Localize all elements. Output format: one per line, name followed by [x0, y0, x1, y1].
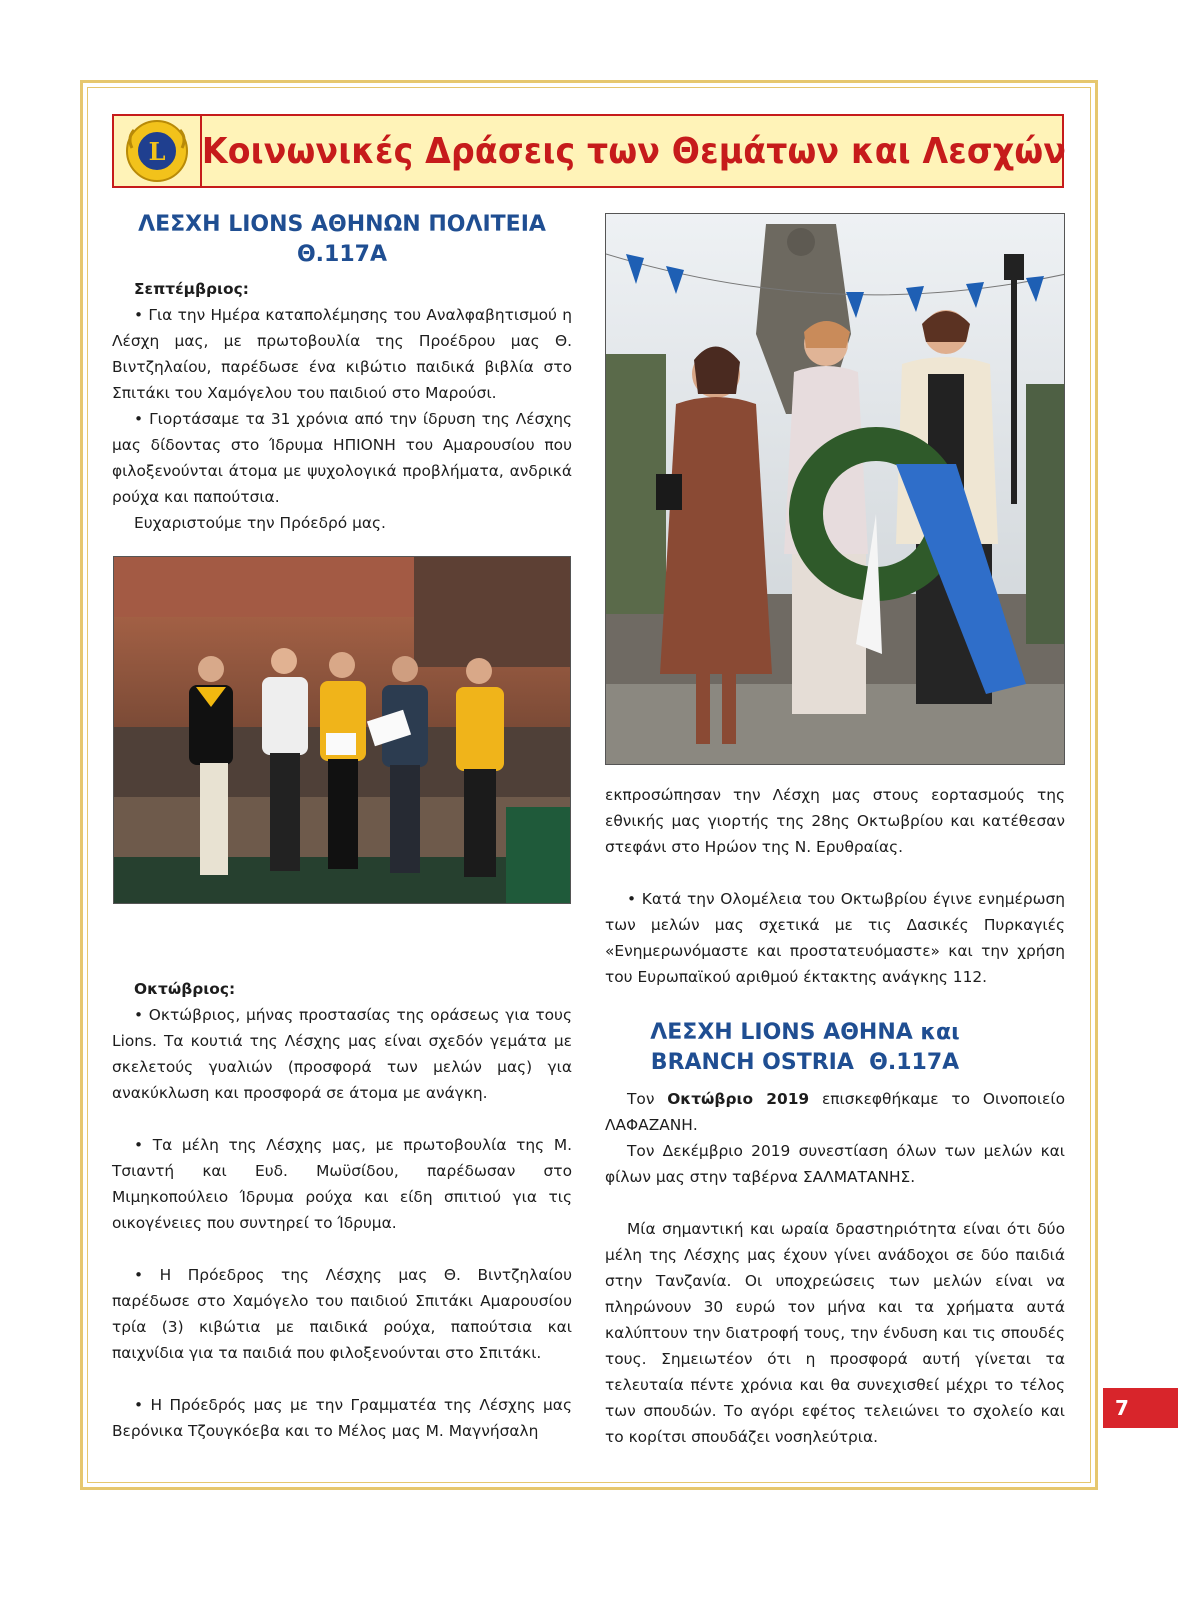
section2-heading-line2: BRANCH OSTRIA Θ.117Α: [650, 1050, 960, 1075]
sep-paragraph-1: • Για την Ημέρα καταπολέμησης του Αναλφαβητισμού η Λέσχη μας, με πρωτοβουλία της Προέδρου μας Θ. Βιντζηλαίου, παρέδωσε ένα κιβώτιο παιδικά βιβλία στο Σπιτάκι του Χαμόγελου του παιδιού στο Μαρούσι.: [112, 306, 572, 402]
section1-heading: [112, 210, 572, 270]
group-photo: [113, 556, 571, 904]
section2-paragraph-2: Τον Δεκέμβριο 2019 συνεστίαση όλων των μελών και φίλων μας στην ταβέρνα ΣΑΛΜΑΤΑΝΗΣ.: [605, 1142, 1065, 1186]
sep-paragraph-2: • Γιορτάσαμε τα 31 χρόνια από την ίδρυση της Λέσχης μας δίδοντας στο Ίδρυμα ΗΠΙΟΝΗ του Αμαρουσίου που φιλοξενούνται άτομα με ψυχολογικά προβλήματα, ανδρικά ρούχα και παπούτσια.: [112, 410, 572, 506]
section2-p1-pre: Τον: [627, 1090, 668, 1108]
oct-paragraph-5: • Κατά την Ολομέλεια του Οκτωβρίου έγινε ενημέρωση των μελών μας σχετικά με τις Δασικές Πυρκαγιές «Ενημερωνόμαστε και προστατευόμαστε» και την χρήση του Ευρωπαϊκού αριθμού έκτακτης ανάγκης 112.: [605, 890, 1065, 986]
page-number: 7: [1103, 1388, 1178, 1428]
section2-paragraph-3: Μία σημαντική και ωραία δραστηριότητα είναι ότι δύο μέλη της Λέσχης μας έχουν γίνει ανάδοχοι σε δύο παιδιά στην Τανζανία. Οι υποχρεώσεις των μελών είναι να πληρώνουν 30 ευρώ τον μήνα και τα χρήματα αυτά καλύπτουν την διατροφή τους, την ένδυση και τις σπουδές τους. Σημειωτέον ότι η προσφορά αυτή γίνεται τα τελευταία πέντε χρόνια και θα συνεχισθεί μέχρι το τέλος των σπουδών. Το αγόρι εφέτος τελειώνει το σχολείο και το κορίτσι σπουδάζει νοσηλεύτρια.: [605, 1220, 1065, 1446]
lions-logo-icon: [114, 116, 202, 186]
oct-paragraph-4: • Η Πρόεδρός μας με την Γραμματέα της Λέσχης μας Βερόνικα Τζουγκόεβα και το Μέλος μας Μ. Μαγνήσαλη: [112, 1396, 572, 1440]
banner-title: Κοινωνικές Δράσεις των Θεμάτων και Λεσχών: [201, 130, 1067, 172]
section2-p1-bold: Οκτώβριο 2019: [667, 1090, 810, 1108]
section2-heading-line1: ΛΕΣΧΗ LIONS ΑΘΗΝΑ και: [650, 1020, 960, 1045]
sep-paragraph-3: Ευχαριστούμε την Πρόεδρό μας.: [134, 514, 386, 532]
left-column-top: [112, 276, 572, 536]
section1-heading-line2: Θ.117Α: [296, 242, 387, 267]
september-label: Σεπτέμβριος:: [134, 280, 249, 298]
wreath-photo: [605, 213, 1065, 765]
october-label: Οκτώβριος:: [134, 980, 236, 998]
svg-text:L: L: [148, 137, 166, 166]
oct-paragraph-2: • Τα μέλη της Λέσχης μας, με πρωτοβουλία της Μ. Τσιαντή και Ευδ. Μωϋσίδου, παρέδωσαν στο Μιμηκοπούλειο Ίδρυμα ρούχα και είδη σπιτιού για τις οικογένειες που συντηρεί το Ίδρυμα.: [112, 1136, 572, 1232]
section2-paragraph-1: [605, 1086, 1065, 1138]
section2-heading: [605, 1018, 1005, 1078]
section1-heading-line1: ΛΕΣΧΗ LIONS ΑΘΗΝΩΝ ΠΟΛΙΤΕΙΑ: [138, 212, 546, 237]
right-column-bottom: [605, 1086, 1065, 1450]
left-column-bottom: [112, 976, 572, 1444]
oct-paragraph-3: • Η Πρόεδρος της Λέσχης μας Θ. Βιντζηλαίου παρέδωσε στο Χαμόγελο του παιδιού Σπιτάκι Αμαρουσίου τρία (3) κιβώτια με παιδικά ρούχα, παπούτσια και παιχνίδια για τα παιδιά που φιλοξενούνται στο Σπιτάκι.: [112, 1266, 572, 1362]
section2-p1-post: επισκεφθήκαμε το Οινοποιείο ΛΑΦΑΖΑΝΗ.: [605, 1090, 1065, 1134]
right-column-top: [605, 782, 1065, 990]
oct-paragraph-1: • Οκτώβριος, μήνας προστασίας της οράσεως για τους Lions. Τα κουτιά της Λέσχης μας είναι σχεδόν γεμάτα με σκελετούς γυαλιών (προσφορά των μελών μας) για ανακύκλωση και προσφορά σε άτομα με ανάγκη.: [112, 1006, 572, 1102]
section-banner: [112, 114, 1067, 188]
oct-paragraph-4-continued: εκπροσώπησαν την Λέσχη μας στους εορτασμούς της εθνικής μας γιορτής της 28ης Οκτωβρίου και κατέθεσαν στεφάνι στο Ηρώον της Ν. Ερυθραίας.: [605, 786, 1065, 856]
